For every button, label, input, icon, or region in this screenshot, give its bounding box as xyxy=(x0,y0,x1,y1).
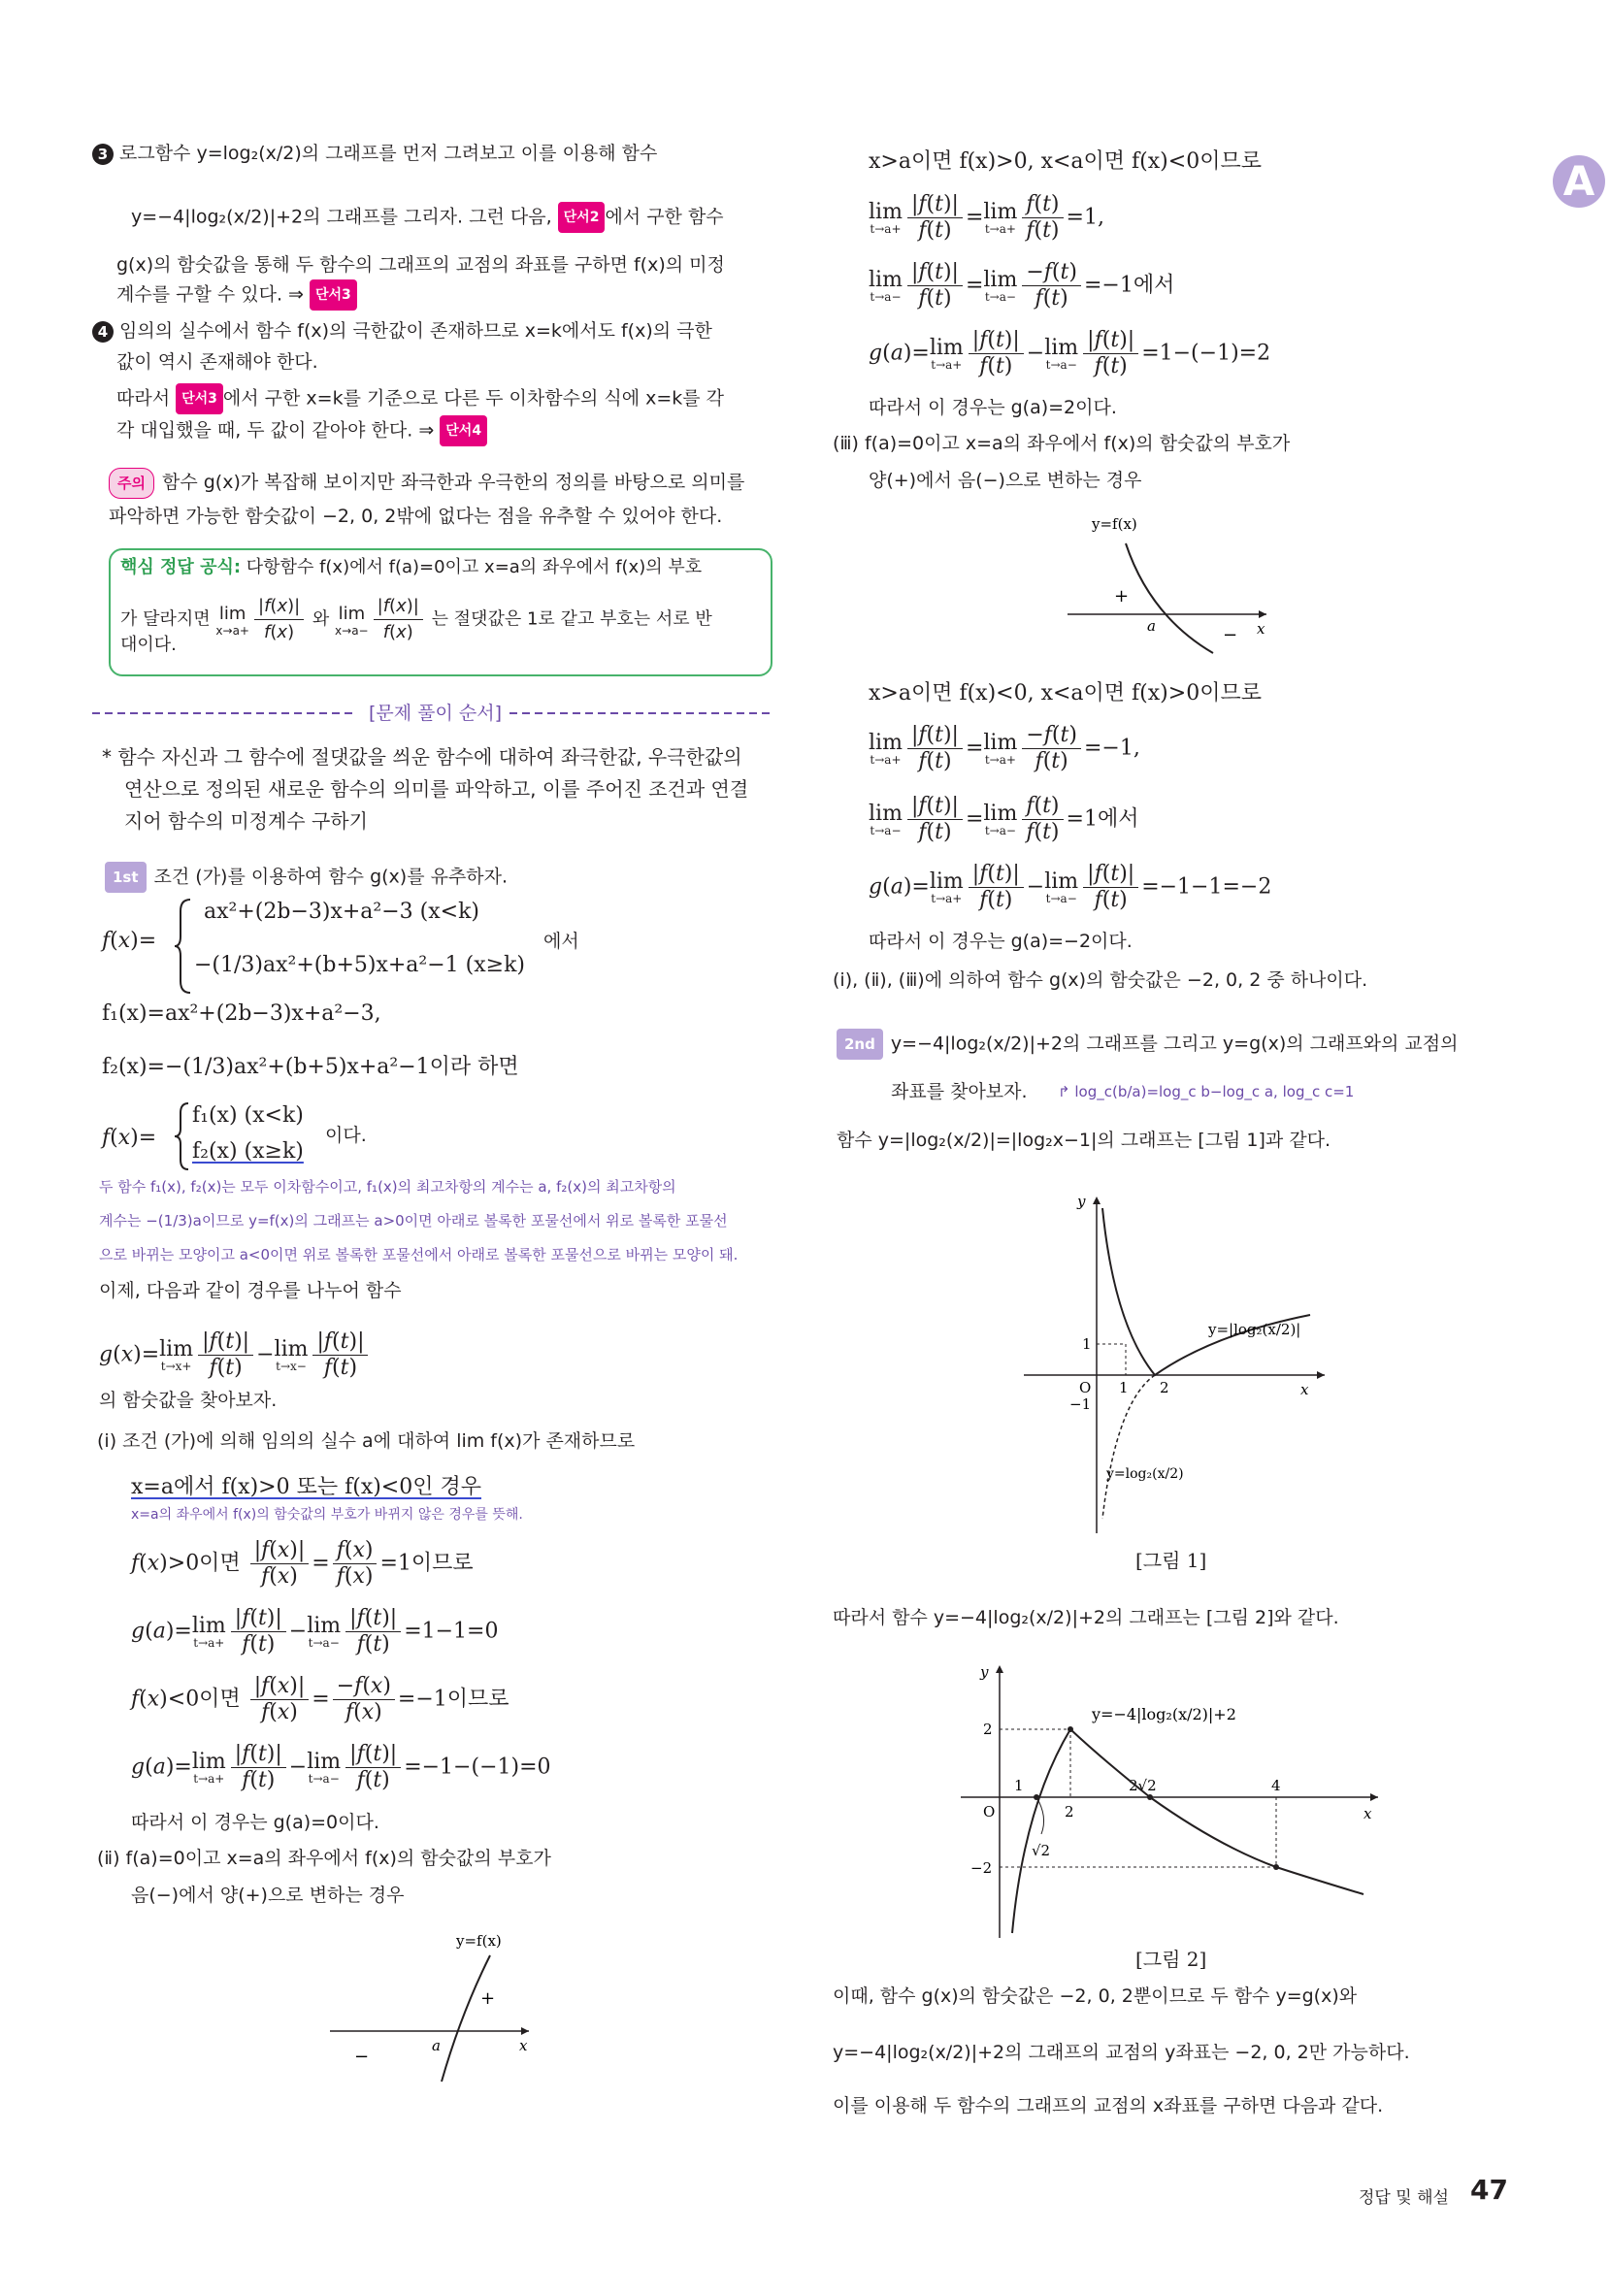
figure-1-caption: [그림 1] xyxy=(1135,1549,1207,1572)
note-line-2: 계수는 −(1/3)a이므로 y=f(x)의 그래프는 a>0이면 아래로 볼록한 포물선에서 위로 볼록한 포물선 xyxy=(99,1212,728,1230)
case-1-l2: g(a)=lim t→a+ $\frac{|f(t)|}{f(t)}$ −lim t→a− $\frac{|f(t)|}{f(t)}$ =1−1=0 xyxy=(131,1606,499,1656)
svg-text:x: x xyxy=(519,2037,528,2054)
case-2-graph xyxy=(320,1926,543,2086)
svg-text:y=log₂(x/2): y=log₂(x/2) xyxy=(1106,1466,1184,1482)
case-2-graph-label: y=f(x) xyxy=(456,1932,502,1950)
f2-definition: f₂(x)=−(1/3)ax²+(b+5)x+a²−1이라 하면 xyxy=(102,1055,519,1079)
case-3-right-limit: lim t→a+ $\frac{|f(t)|}{f(t)}$ =lim t→a+ $\frac{-f(t)}{f(t)}$ =−1, xyxy=(869,723,1140,773)
order-line-1: * 함수 자신과 그 함수에 절댓값을 씌운 함수에 대하여 좌극한값, 우극한값의 xyxy=(102,745,742,769)
cases-intro-2: 의 함숫값을 찾아보자. xyxy=(99,1390,278,1411)
case-2-sign-line: x>a이면 f(x)>0, x<a이면 f(x)<0이므로 xyxy=(869,149,1262,174)
case-2-conclusion: 따라서 이 경우는 g(a)=2이다. xyxy=(869,397,1117,418)
svg-text:2: 2 xyxy=(983,1721,993,1738)
item-4-line-3: 따라서 단서3 에서 구한 x=k를 기준으로 다른 두 이차함수의 식에 x=k를 각 xyxy=(116,383,724,414)
case-1-conclusion: 따라서 이 경우는 g(a)=0이다. xyxy=(131,1812,379,1833)
svg-text:−2: −2 xyxy=(970,1859,993,1877)
split-suffix: 이다. xyxy=(325,1125,367,1146)
item-3-line-4: 계수를 구할 수 있다. ⇒ 단서3 xyxy=(116,279,357,311)
conclusion-line-2: y=−4|log₂(x/2)|+2의 그래프의 교점의 y좌표는 −2, 0, 2만 가능하다. xyxy=(833,2042,1410,2063)
case-2-g-value: g(a)=lim t→a+ $\frac{|f(t)|}{f(t)}$ −lim t→a− $\frac{|f(t)|}{f(t)}$ =1−(−1)=2 xyxy=(869,328,1271,378)
fig1-intro: 함수 y=|log₂(x/2)|=|log₂x−1|의 그래프는 [그림 1]과 같다. xyxy=(837,1130,1331,1151)
svg-text:y: y xyxy=(980,1663,989,1681)
fig2-intro: 따라서 함수 y=−4|log₂(x/2)|+2의 그래프는 [그림 2]와 같다. xyxy=(833,1607,1339,1628)
case-1-title: (ⅰ) 조건 (가)에 의해 임의의 실수 a에 대하여 lim f(x)가 존재하므로 xyxy=(97,1430,636,1452)
case-3-g-value: g(a)=lim t→a+ $\frac{|f(t)|}{f(t)}$ −lim t→a− $\frac{|f(t)|}{f(t)}$ =−1−1=−2 xyxy=(869,862,1272,912)
step-1-badge: 1st xyxy=(105,862,147,893)
item-3-line-1: 3 로그함수 y=log₂(x/2)의 그래프를 먼저 그려보고 이를 이용해 함수 xyxy=(92,139,657,168)
svg-text:x: x xyxy=(1364,1805,1372,1822)
svg-text:1: 1 xyxy=(1119,1379,1129,1396)
item-4-line-4: 각 대입했을 때, 두 값이 같아야 한다. ⇒ 단서4 xyxy=(116,415,487,446)
item-4-number: 4 xyxy=(92,321,114,343)
step-2-heading-2: 좌표를 찾아보자. xyxy=(891,1081,1028,1102)
caution-line-1: 주의 함수 g(x)가 복잡해 보이지만 좌극한과 우극한의 정의를 바탕으로 의미를 xyxy=(109,468,744,499)
svg-text:y=−4|log₂(x/2)|+2: y=−4|log₂(x/2)|+2 xyxy=(1092,1705,1236,1723)
svg-text:a: a xyxy=(432,2037,441,2054)
case-3-left-limit: lim t→a− $\frac{|f(t)|}{f(t)}$ =lim t→a− $\frac{f(t)}{f(t)}$ =1에서 xyxy=(869,794,1139,844)
case-3-sub: 양(+)에서 음(−)으로 변하는 경우 xyxy=(869,470,1142,491)
case-1-sub: x=a에서 f(x)>0 또는 f(x)<0인 경우 xyxy=(131,1475,481,1499)
figure-2-caption: [그림 2] xyxy=(1135,1948,1207,1971)
key-formula-line-2: 가 달라지면 lim x→a+ $\frac{|f(x)|}{f(x)}$ 와 lim x→a− $\frac{|f(x)|}{f(x)}$ 는 절댓값은 1로 같고 부호는 서로 반 xyxy=(120,596,712,642)
svg-text:2: 2 xyxy=(1160,1379,1169,1396)
piece-1: ax²+(2b−3)x+a²−3 (x<k) xyxy=(204,900,479,924)
piecewise-brace xyxy=(175,898,194,995)
item-3-number: 3 xyxy=(92,144,114,165)
key-formula-line-3: 대이다. xyxy=(120,635,177,655)
order-line-2: 연산으로 정의된 새로운 함수의 의미를 파악하고, 이를 주어진 조건과 연결 xyxy=(124,777,749,801)
svg-text:+: + xyxy=(1114,586,1130,607)
caution-line-2: 파악하면 가능한 함숫값이 −2, 0, 2밖에 없다는 점을 유추할 수 있어야 한다. xyxy=(109,506,723,527)
split-1: f₁(x) (x<k) xyxy=(192,1103,304,1128)
svg-text:1: 1 xyxy=(1082,1335,1092,1353)
case-2-title: (ⅱ) f(a)=0이고 x=a의 좌우에서 f(x)의 함숫값의 부호가 xyxy=(97,1848,551,1869)
step-1-heading: 1st 조건 (가)를 이용하여 함수 g(x)를 유추하자. xyxy=(105,862,508,893)
svg-text:−: − xyxy=(354,2047,370,2067)
split-2: f₂(x) (x≥k) xyxy=(192,1139,304,1164)
svg-text:y=|log₂(x/2)|: y=|log₂(x/2)| xyxy=(1208,1321,1301,1338)
step-2-heading: 2nd y=−4|log₂(x/2)|+2의 그래프를 그리고 y=g(x)의 그래프와의 교점의 xyxy=(837,1029,1459,1060)
svg-text:1: 1 xyxy=(1014,1777,1024,1794)
step-2-badge: 2nd xyxy=(837,1029,883,1060)
svg-text:+: + xyxy=(480,1988,496,2009)
case-2-sub: 음(−)에서 양(+)으로 변하는 경우 xyxy=(131,1885,405,1906)
figure-1 xyxy=(1019,1189,1330,1538)
caution-badge: 주의 xyxy=(109,468,154,499)
clue-tag: 단서3 xyxy=(310,279,357,311)
clue-tag: 단서4 xyxy=(440,415,487,446)
case-3-title: (ⅲ) f(a)=0이고 x=a의 좌우에서 f(x)의 함숫값의 부호가 xyxy=(833,433,1291,454)
case-1-l4: g(a)=lim t→a+ $\frac{|f(t)|}{f(t)}$ −lim t→a− $\frac{|f(t)|}{f(t)}$ =−1−(−1)=0 xyxy=(131,1742,551,1792)
page-number: 47 xyxy=(1470,2174,1508,2206)
conclusion-line-3: 이를 이용해 두 함수의 그래프의 교점의 x좌표를 구하면 다음과 같다. xyxy=(833,2095,1384,2116)
footer-label: 정답 및 해설 xyxy=(1359,2188,1449,2208)
key-formula-line-1: 핵심 정답 공식: 다항함수 f(x)에서 f(a)=0이고 x=a의 좌우에서 f(x)의 부호 xyxy=(120,557,703,577)
cases-intro: 이제, 다음과 같이 경우를 나누어 함수 xyxy=(99,1280,402,1301)
order-line-3: 지어 함수의 미정계수 구하기 xyxy=(124,809,368,833)
case-3-graph xyxy=(1058,509,1281,665)
item-3-line-3: g(x)의 함숫값을 통해 두 함수의 그래프의 교점의 좌표를 구하면 f(x)의 미정 xyxy=(116,254,725,276)
case-3-sign-line: x>a이면 f(x)<0, x<a이면 f(x)>0이므로 xyxy=(869,681,1262,705)
svg-text:√2: √2 xyxy=(1032,1842,1051,1859)
case-2-left-limit: lim t→a− $\frac{|f(t)|}{f(t)}$ =lim t→a− $\frac{-f(t)}{f(t)}$ =−1에서 xyxy=(869,260,1175,311)
svg-text:x: x xyxy=(1300,1381,1309,1398)
cases-summary: (ⅰ), (ⅱ), (ⅲ)에 의하여 함수 g(x)의 함숫값은 −2, 0, 2 중 하나이다. xyxy=(833,969,1368,991)
note-line-1: 두 함수 f₁(x), f₂(x)는 모두 이차함수이고, f₁(x)의 최고차항의 계수는 a, f₂(x)의 최고차항의 xyxy=(99,1178,676,1196)
svg-text:4: 4 xyxy=(1271,1777,1281,1794)
conclusion-line-1: 이때, 함수 g(x)의 함숫값은 −2, 0, 2뿐이므로 두 함수 y=g(x)와 xyxy=(833,1985,1358,2007)
note-line-3: 으로 바뀌는 모양이고 a<0이면 위로 볼록한 포물선에서 아래로 볼록한 포물선으로 바뀌는 모양이 돼. xyxy=(99,1246,739,1263)
piece-suffix: 에서 xyxy=(543,931,579,952)
order-title: [문제 풀이 순서] xyxy=(369,703,503,724)
svg-text:2: 2 xyxy=(1065,1803,1074,1820)
item-4-line-2: 값이 역시 존재해야 한다. xyxy=(116,351,318,373)
case-1-l3: f(x)<0이면 $\frac{|f(x)|}{f(x)}$ = $\frac{-f(x)}{f(x)}$ =−1이므로 xyxy=(131,1674,509,1724)
svg-text:O: O xyxy=(1079,1379,1092,1396)
clue-tag: 단서3 xyxy=(176,383,223,414)
figure-2 xyxy=(956,1661,1383,1943)
case-3-graph-label: y=f(x) xyxy=(1092,515,1137,533)
case-1-l1: f(x)>0이면 $\frac{|f(x)|}{f(x)}$ = $\frac{f(x)}{f(x)}$ =1이므로 xyxy=(131,1538,474,1589)
svg-text:a: a xyxy=(1147,617,1156,635)
clue-tag: 단서2 xyxy=(558,202,606,233)
svg-text:O: O xyxy=(983,1803,996,1820)
svg-text:2√2: 2√2 xyxy=(1129,1777,1157,1794)
case-3-conclusion: 따라서 이 경우는 g(a)=−2이다. xyxy=(869,931,1133,952)
split-brace xyxy=(175,1101,190,1171)
g-definition: g(x)=lim t→x+ $\frac{|f(t)|}{f(t)}$ −lim t→x− $\frac{|f(t)|}{f(t)}$ xyxy=(99,1329,371,1381)
case-1-note: x=a의 좌우에서 f(x)의 함숫값의 부호가 바뀌지 않은 경우를 뜻해. xyxy=(131,1507,523,1523)
svg-text:y: y xyxy=(1077,1193,1086,1210)
item-3-line-2: y=−4|log₂(x/2)|+2의 그래프를 그리자. 그런 다음, 단서2 에서 구한 함수 xyxy=(131,202,724,233)
svg-text:x: x xyxy=(1257,620,1265,638)
svg-text:−: − xyxy=(1223,625,1238,645)
f-piecewise-lhs: f(x)= xyxy=(102,929,157,953)
section-a-badge: A xyxy=(1553,155,1605,208)
piece-2: −(1/3)ax²+(b+5)x+a²−1 (x≥k) xyxy=(194,953,525,977)
svg-text:−1: −1 xyxy=(1069,1395,1092,1413)
arrow-icon: ↱ xyxy=(1058,1083,1070,1100)
step-2-note: ↱ log_c(b/a)=log_c b−log_c a, log_c c=1 xyxy=(1058,1083,1355,1100)
f1-definition: f₁(x)=ax²+(2b−3)x+a²−3, xyxy=(102,1001,381,1026)
f-split-lhs: f(x)= xyxy=(102,1126,157,1150)
item-4-line-1: 4 임의의 실수에서 함수 f(x)의 극한값이 존재하므로 x=k에서도 f(x)의 극한 xyxy=(92,316,712,345)
case-2-right-limit: lim t→a+ $\frac{|f(t)|}{f(t)}$ =lim t→a+ $\frac{f(t)}{f(t)}$ =1, xyxy=(869,192,1104,243)
